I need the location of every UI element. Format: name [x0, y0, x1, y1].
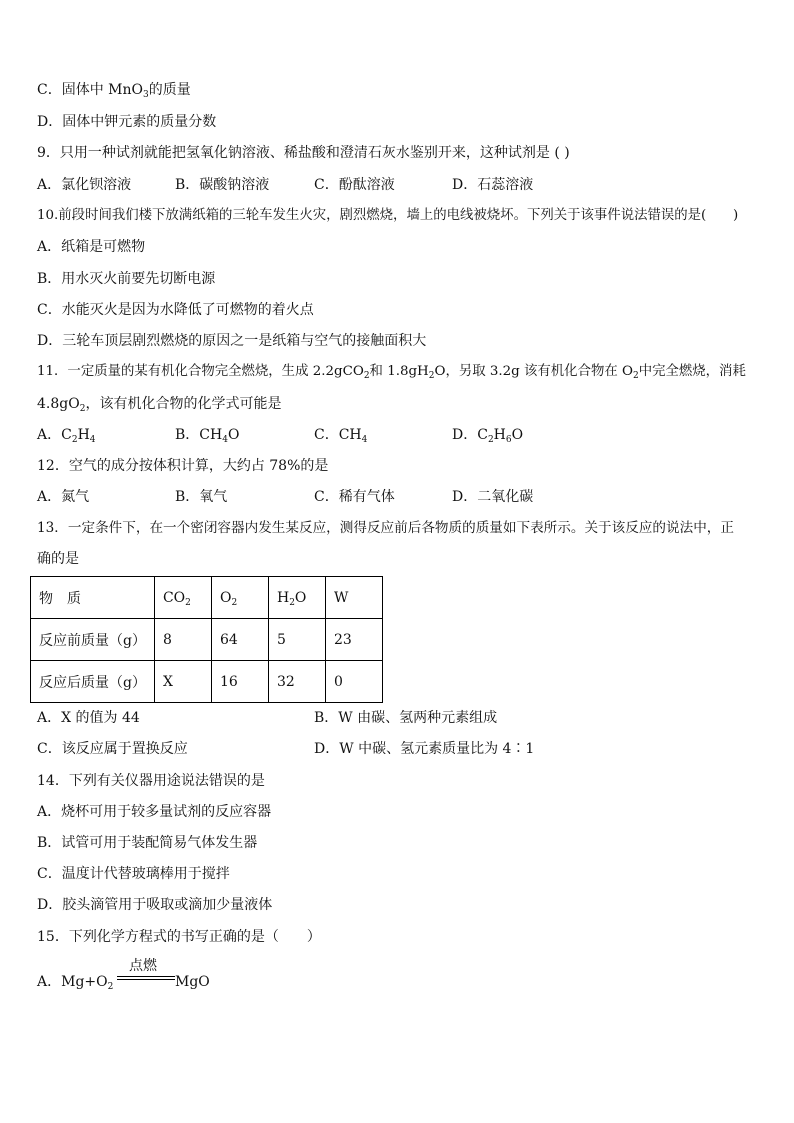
- table-cell: 64: [211, 619, 268, 661]
- option-13d: D．W 中碳、氢元素质量比为 4∶1: [314, 741, 535, 757]
- option-10a: A．纸箱是可燃物: [37, 239, 146, 255]
- option-12d: D．二氧化碳: [452, 489, 534, 505]
- table-cell: 32: [268, 661, 325, 703]
- option-9c: C．酚酞溶液: [314, 177, 395, 193]
- option-10c: C．水能灭火是因为水降低了可燃物的着火点: [37, 302, 314, 318]
- question-12-stem: 12．空气的成分按体积计算，大约占 78%的是: [37, 458, 329, 474]
- table-cell: $H_2O$: [268, 577, 325, 619]
- question-10-stem: 10.前段时间我们楼下放满纸箱的三轮车发生火灾，剧烈燃烧，墙上的电线被烧坏。下列关于该事件说法错误的是( ): [37, 208, 739, 223]
- option-14a: A．烧杯可用于较多量试剂的反应容器: [37, 804, 272, 820]
- table-header-row: [31, 577, 383, 619]
- table-cell: 23: [325, 619, 382, 661]
- question-11-stem-line1: 11．一定质量的某有机化合物完全燃烧，生成 2.2gCO$_2$和 $1.8gH_2O$，另取 3.2g 该有机化合物在 $O_2$中完全燃烧，消耗: [37, 364, 746, 381]
- option-12a: A．氮气: [37, 489, 90, 505]
- option-9d: D．石蕊溶液: [452, 177, 534, 193]
- option-12b: B．氧气: [175, 489, 228, 505]
- option-8d: D．固体中钾元素的质量分数: [37, 114, 217, 130]
- question-14-stem: 14．下列有关仪器用途说法错误的是: [37, 773, 265, 789]
- option-15a-right: MgO: [175, 974, 210, 990]
- option-11d: D．$C_2H_6O$: [452, 427, 524, 445]
- option-13c: C．该反应属于置换反应: [37, 741, 188, 757]
- reaction-condition: 点燃: [129, 958, 157, 974]
- option-15a-left: A．$Mg+O_2$: [37, 974, 114, 992]
- option-11a: A．$C_2H_4$: [37, 427, 96, 445]
- option-10d: D．三轮车顶层剧烈燃烧的原因之一是纸箱与空气的接触面积大: [37, 333, 427, 349]
- option-14c: C．温度计代替玻璃棒用于搅拌: [37, 866, 230, 882]
- option-13a: A．X 的值为 44: [37, 710, 140, 726]
- question-11-stem-line2: $4.8gO_2$，该有机化合物的化学式可能是: [37, 396, 282, 414]
- table-row: [31, 619, 383, 661]
- option-12c: C．稀有气体: [314, 489, 395, 505]
- table-cell: $CO_2$: [154, 577, 211, 619]
- option-14b: B．试管可用于装配简易气体发生器: [37, 835, 258, 851]
- option-14d: D．胶头滴管用于吸取或滴加少量液体: [37, 897, 273, 913]
- option-11b: B．$CH_4O$: [175, 427, 240, 445]
- question-13-stem-line2: 确的是: [37, 551, 79, 567]
- question-15-stem: 15．下列化学方程式的书写正确的是（ ）: [37, 929, 321, 945]
- table-cell: 反应前质量（g）: [31, 619, 155, 661]
- table-cell: 8: [154, 619, 211, 661]
- question-13-stem-line1: 13．一定条件下，在一个密闭容器内发生某反应，测得反应前后各物质的质量如下表所示。关于该反应的说法中，正: [37, 520, 734, 536]
- mass-table: [30, 576, 383, 703]
- option-9a: A．氯化钡溶液: [37, 177, 132, 193]
- option-8c: C．固体中 MnO$_3$的质量: [37, 82, 191, 100]
- option-13b: B．W 由碳、氢两种元素组成: [314, 710, 498, 726]
- option-11c: C．$CH_4$: [314, 427, 368, 445]
- option-9b: B．碳酸钠溶液: [175, 177, 270, 193]
- equation-bar: [117, 976, 175, 977]
- table-cell: $O_2$: [211, 577, 268, 619]
- question-9-stem: 9．只用一种试剂就能把氢氧化钠溶液、稀盐酸和澄清石灰水鉴别开来，这种试剂是 ( ): [37, 145, 570, 161]
- equation-15a: [37, 955, 277, 995]
- table-row: [31, 661, 383, 703]
- table-cell: 16: [211, 661, 268, 703]
- table-cell: 物 质: [31, 577, 155, 619]
- table-cell: 5: [268, 619, 325, 661]
- option-10b: B．用水灭火前要先切断电源: [37, 271, 216, 287]
- table-cell: W: [325, 577, 382, 619]
- equation-bar: [117, 979, 175, 980]
- table-cell: X: [154, 661, 211, 703]
- table-cell: 反应后质量（g）: [31, 661, 155, 703]
- table-cell: 0: [325, 661, 382, 703]
